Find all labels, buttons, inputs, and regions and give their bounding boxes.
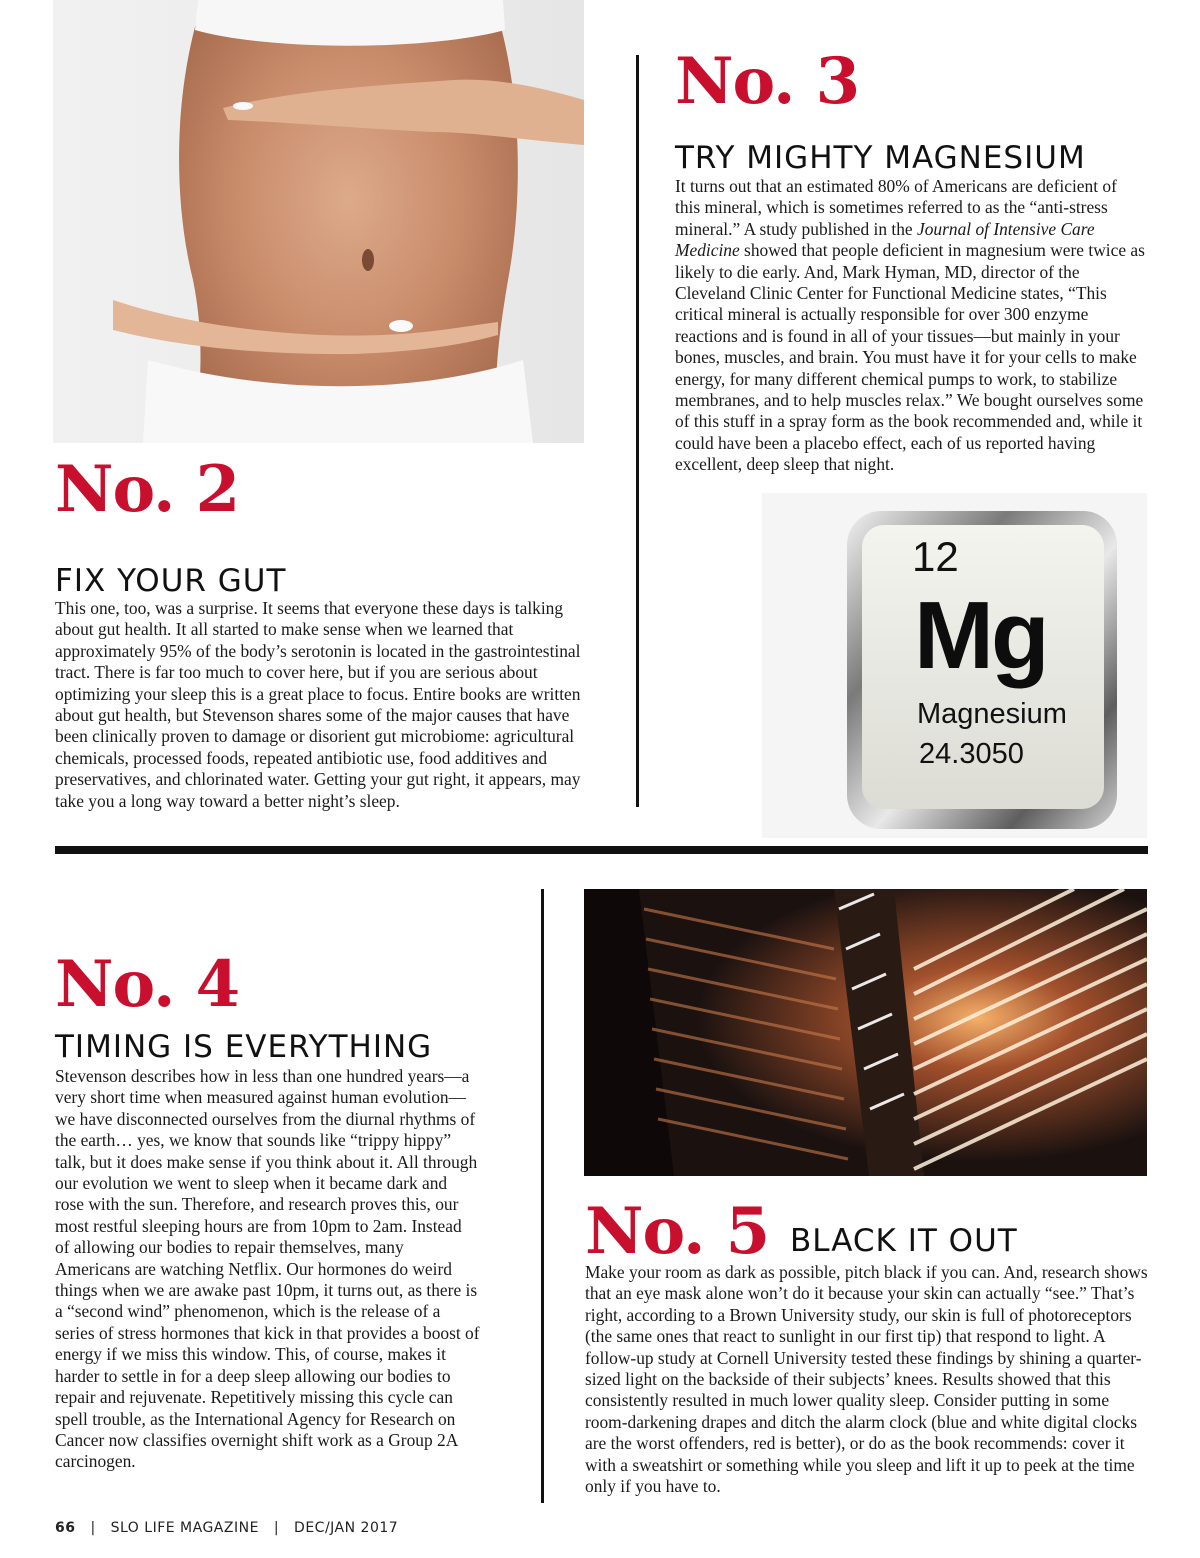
section2-body: This one, too, was a surprise. It seems that everyone these days is talking about gut health. It all started to make sense when we learned that approximately 95% of the body’s serotonin is located in the gastrointestinal tract. There is far too much to cover here, but if you are serious about optimizing your sleep this is a great place to focus. Entire books are written about gut health, but Stevenson shares some of the major causes that have been clinically proven to damage or disorient gut microbiome: agricultural chemicals, processed foods, repeated antibiotic use, food additives and preservatives, and chlorinated water. Getting your gut right, it appears, may take you a long way toward a better night’s sleep. bbox=[55, 598, 581, 811]
torso-illustration bbox=[53, 0, 584, 443]
magnesium-tile-image bbox=[762, 493, 1147, 838]
blinds-illustration bbox=[584, 889, 1147, 1176]
footer-separator-2: | bbox=[273, 1520, 280, 1536]
section4-heading: TIMING IS EVERYTHING bbox=[55, 1029, 433, 1065]
section3-body-part2: showed that people deficient in magnesium were twice as likely to die early. And, Mark Hyman, MD, director of the Cleveland Clinic Center for Functional Medicine states, “This critical mineral is actually responsible for over 300 enzyme reactions and is found in all of your tissues—but mainly in your bones, muscles, and brain. You must have it for your cells to make energy, for many different chemical pumps to work, to stabilize membranes, and to help muscles relax.” We bought ourselves some of this stuff in a spray form as the book recommended and, while it could have been a placebo effect, each of us reported having excellent, deep sleep that night. bbox=[675, 240, 1145, 475]
section3-body-part1: It turns out that an estimated 80% of Americans are deficient of this mineral, which is sometimes referred to as the “anti-stress mineral.” A study published in the bbox=[675, 176, 1117, 239]
atomic-number: 12 bbox=[912, 533, 959, 580]
section-divider bbox=[55, 846, 1148, 854]
column-divider-bottom bbox=[541, 889, 544, 1503]
footer-separator-1: | bbox=[90, 1520, 96, 1536]
section2-number: No. 2 bbox=[55, 452, 240, 527]
section4-body: Stevenson describes how in less than one hundred years—a very short time when measured against human evolution—we have disconnected ourselves from the diurnal rhythms of the earth… yes, we know that sounds like “trippy hippy” talk, but it does make sense if you think about it. All through our evolution we went to sleep when it became dark and rose with the sun. Therefore, and research proves this, our most restful sleeping hours are from 10pm to 2am. Instead of allowing our bodies to repair themselves, many Americans are watching Netflix. Our hormones do weird things when we are awake past 10pm, it turns out, as there is a “second wind” phenomenon, which is the release of a series of stress hormones that kick in that provides a boost of energy if we miss this window. This, of course, makes it harder to settle in for a deep sleep allowing our bodies to repair and rejuvenate. Repetitively missing this cycle can spell trouble, as the International Agency for Research on Cancer now classifies overnight shift work as a Group 2A carcinogen. bbox=[55, 1066, 480, 1472]
section3-number: No. 3 bbox=[675, 44, 860, 119]
section2-heading: FIX YOUR GUT bbox=[55, 563, 287, 599]
torso-photo bbox=[53, 0, 584, 443]
page-number: 66 bbox=[55, 1520, 76, 1536]
page-footer bbox=[55, 1520, 398, 1536]
element-name: Magnesium bbox=[917, 698, 1067, 730]
section4-number: No. 4 bbox=[55, 947, 240, 1022]
section3-heading: TRY MIGHTY MAGNESIUM bbox=[675, 140, 1086, 176]
section3-journal-title: Journal of Intensive Care Medicine bbox=[675, 218, 1095, 261]
element-symbol: Mg bbox=[914, 582, 1047, 689]
atomic-mass: 24.3050 bbox=[919, 738, 1024, 770]
window-blinds-photo bbox=[584, 889, 1147, 1176]
section5-body: Make your room as dark as possible, pitch black if you can. And, research shows that an eye mask alone won’t do it because your skin can actually “see.” That’s right, according to a Brown University study, our skin is full of photoreceptors (the same ones that react to sunlight in our first tip) that respond to light. A follow-up study at Cornell University tested these findings by shining a quarter-sized light on the backside of their subjects’ knees. Results showed that this consistently resulted in much lower quality sleep. Consider putting in some room-darkening drapes and ditch the alarm clock (blue and white digital clocks are the worst offenders, red is better), or do as the book recommends: cover it with a sweatshirt or something while you sleep and lift it up to peek at the time only if you have to. bbox=[585, 1262, 1148, 1497]
column-divider-top bbox=[636, 55, 639, 807]
section5-number: No. 5 bbox=[585, 1194, 770, 1269]
issue-date: DEC/JAN 2017 bbox=[294, 1520, 399, 1536]
section3-body bbox=[675, 176, 1145, 476]
section5-heading: BLACK IT OUT bbox=[790, 1223, 1018, 1259]
magazine-name: SLO LIFE MAGAZINE bbox=[110, 1520, 259, 1536]
